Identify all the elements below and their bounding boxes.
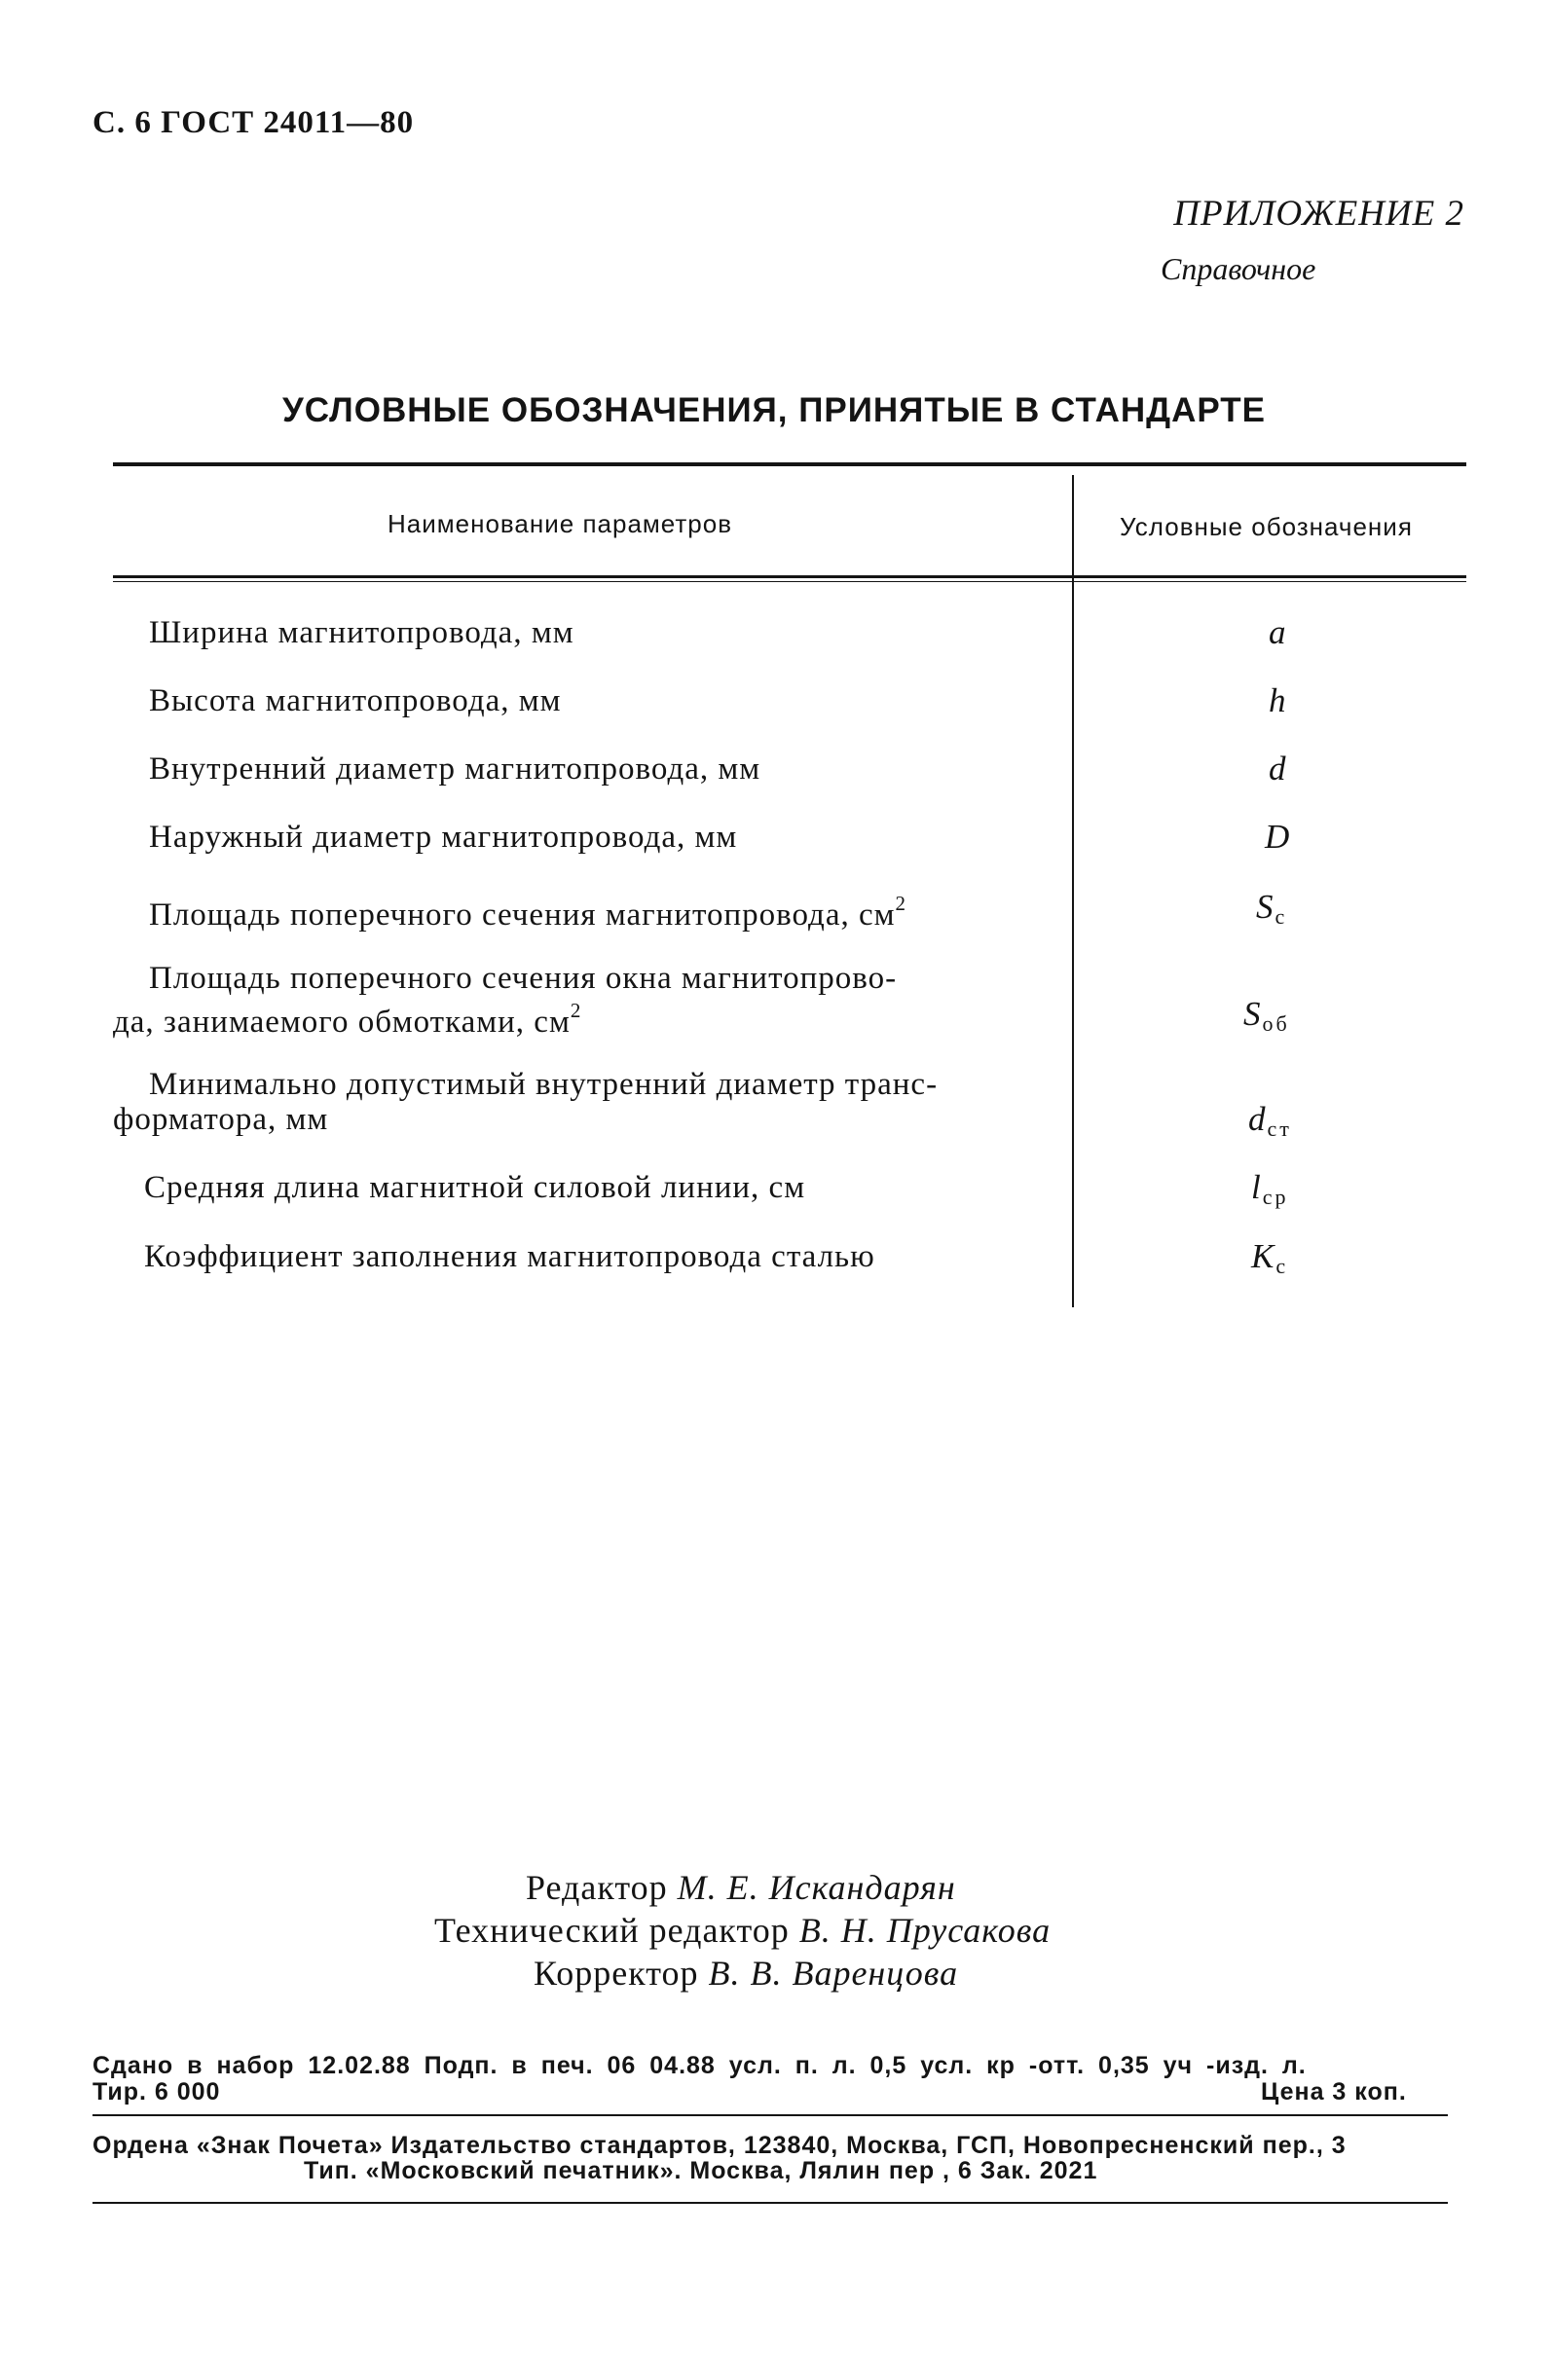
parameter-name: Высота магнитопровода, мм xyxy=(149,683,562,718)
credit-technical-editor: Технический редактор В. Н. Прусакова xyxy=(434,1911,1052,1950)
parameter-symbol: dст xyxy=(1248,1100,1292,1141)
parameter-name: Коэффициент заполнения магнитопровода сталью xyxy=(144,1239,875,1274)
parameter-symbol: Sс xyxy=(1256,888,1288,929)
appendix-title: ПРИЛОЖЕНИЕ 2 xyxy=(1173,194,1464,234)
parameter-name: Площадь поперечного сечения окна магнитопрово- да, занимаемого обмотками, $см^2$ xyxy=(113,961,898,1040)
parameter-symbol: a xyxy=(1269,613,1286,651)
parameter-symbol: h xyxy=(1269,681,1286,719)
table-header-rule-thin xyxy=(113,581,1466,582)
page-header: С. 6 ГОСТ 24011—80 xyxy=(92,105,415,140)
document-title: УСЛОВНЫЕ ОБОЗНАЧЕНИЯ, ПРИНЯТЫЕ В СТАНДАРТЕ xyxy=(282,391,1266,429)
imprint-publisher: Ордена «Знак Почета» Издательство стандартов, 123840, Москва, ГСП, Новопресненский пер., 3 xyxy=(92,2132,1347,2159)
imprint-price: Цена 3 коп. xyxy=(1261,2078,1407,2105)
table-top-rule xyxy=(113,462,1466,466)
parameter-name: Ширина магнитопровода, мм xyxy=(149,615,574,650)
credit-proofreader: Корректор В. В. Варенцова xyxy=(534,1954,959,1993)
column-header-parameter: Наименование параметров xyxy=(388,509,733,538)
parameter-name: Площадь поперечного сечения магнитопровода, $см^2$ xyxy=(149,892,907,933)
parameter-symbol: Sоб xyxy=(1243,995,1290,1036)
parameter-symbol: Kс xyxy=(1251,1237,1289,1278)
credit-editor: Редактор М. Е. Искандарян xyxy=(526,1868,956,1907)
imprint-bottom-rule xyxy=(92,2202,1448,2204)
table-header-rule xyxy=(113,575,1466,578)
imprint-printer: Тип. «Московский печатник». Москва, Лялин пер , 6 Зак. 2021 xyxy=(304,2157,1098,2184)
parameter-symbol: D xyxy=(1265,818,1290,856)
column-header-symbol: Условные обозначения xyxy=(1120,512,1413,541)
imprint-rule xyxy=(92,2114,1448,2116)
parameter-name: Минимально допустимый внутренний диаметр транс- форматора, мм xyxy=(113,1067,939,1137)
parameter-name: Наружный диаметр магнитопровода, мм xyxy=(149,820,738,855)
parameter-symbol: d xyxy=(1269,750,1286,787)
parameter-symbol: lср xyxy=(1251,1168,1289,1209)
table-column-divider xyxy=(1072,475,1074,1307)
parameter-name: Внутренний диаметр магнитопровода, мм xyxy=(149,751,761,787)
parameter-name: Средняя длина магнитной силовой линии, см xyxy=(144,1170,806,1205)
appendix-subtitle: Справочное xyxy=(1161,251,1316,286)
imprint-line-1: Сдано в набор 12.02.88 Подп. в печ. 06 04.88 усл. п. л. 0,5 усл. кр -отт. 0,35 уч -изд. л. xyxy=(92,2052,1307,2079)
imprint-print-run: Тир. 6 000 xyxy=(92,2078,221,2105)
